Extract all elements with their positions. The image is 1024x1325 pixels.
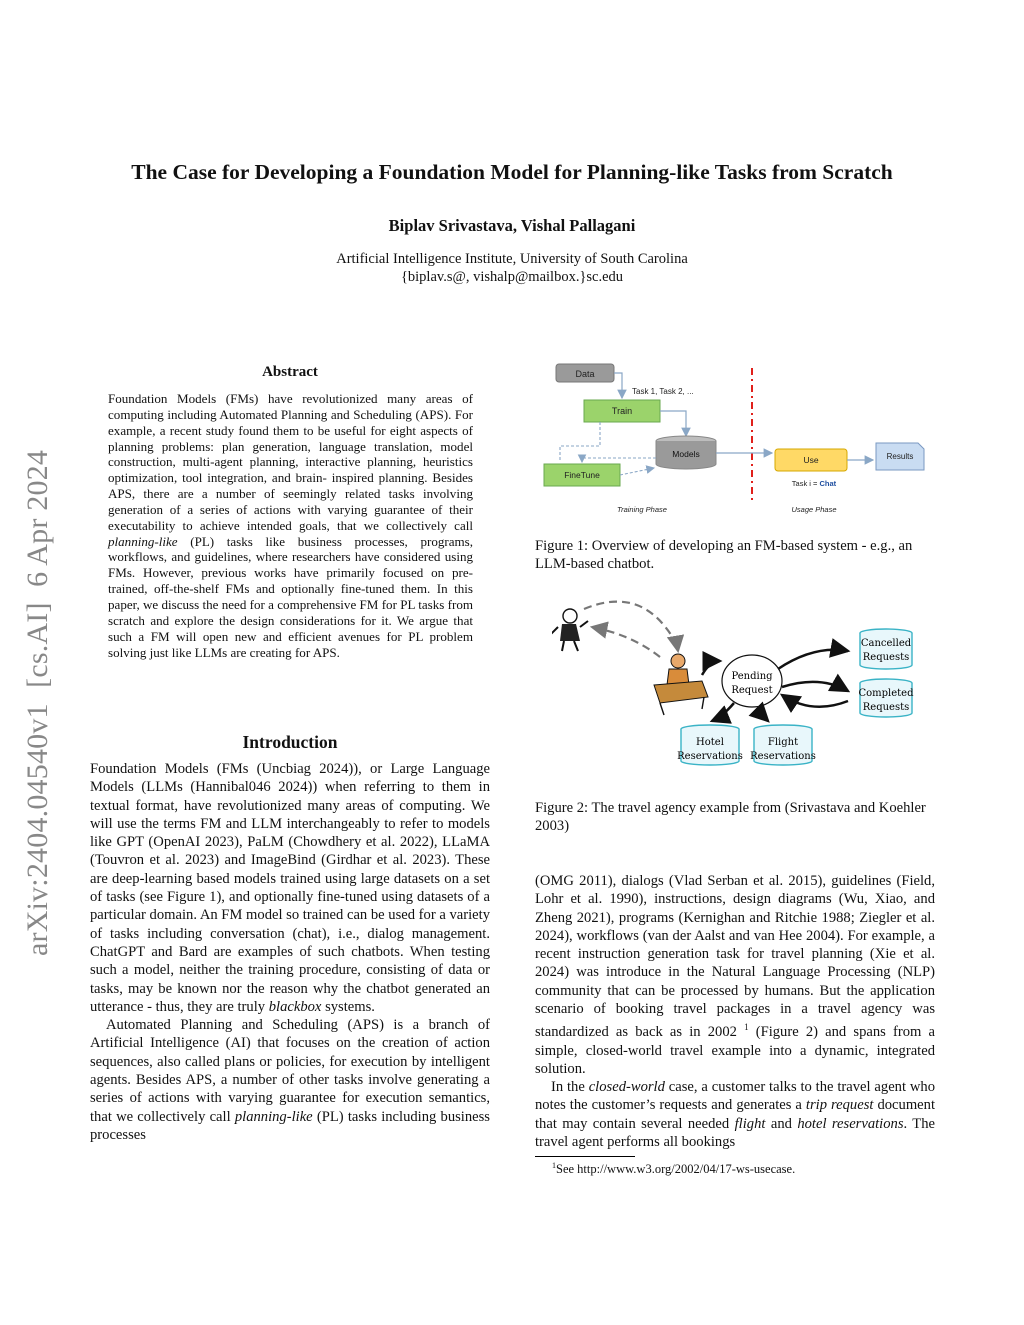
pending-line-2: Request xyxy=(731,685,773,696)
intro-paragraph-1 xyxy=(90,760,490,1016)
right-p2-b: case, a customer talks to the travel agent who notes the customer’s requests and generates a xyxy=(535,1079,936,1114)
use-label: Use xyxy=(803,455,819,465)
right-p2-em2: trip request xyxy=(805,1097,874,1114)
hotel-line-1: Hotel xyxy=(696,737,724,748)
paper-authors: Biplav Srivastava, Vishal Pallagani xyxy=(388,216,636,235)
affiliation: Artificial Intelligence Institute, University of South Carolina xyxy=(336,251,688,267)
introduction-body xyxy=(90,760,490,1144)
agent-to-pending-arrow xyxy=(702,661,720,675)
right-column-body xyxy=(535,872,935,1151)
right-p1-text: (OMG 2011), dialogs (Vlad Serban et al. 2015), guidelines (Field, Lohr et al. 1990), instructions, design diagrams (Wu, Xiao, and Zheng 2021), programs (Kernighan and Ritchie 1988; Ziegler et al. 2024), workflows (van der Aalst and van Hee 2004). For example, a recent instruction generation task for travel planning (Xie et al. 2024) was introduce in the Natural Language Processing (NLP) community that can be processed by humans. But the application scenario of booking travel packages in a travel agency was standardized as back as in 2002 xyxy=(535,873,935,1041)
paper-title: The Case for Developing a Foundation Model for Planning-like Tasks from Scratch xyxy=(131,160,893,184)
pending-line-1: Pending xyxy=(731,671,773,682)
intro-p1-end: systems. xyxy=(325,998,375,1015)
abstract-heading: Abstract xyxy=(262,364,318,380)
travel-agent-figure xyxy=(654,654,708,715)
figure-1-caption: Figure 1: Overview of developing an FM-based system - e.g., an LLM-based chatbot. xyxy=(535,538,913,573)
affiliation-block xyxy=(40,250,984,286)
flight-line-1: Flight xyxy=(767,737,799,748)
author-emails: {biplav.s@, vishalp@mailbox.}sc.edu xyxy=(400,269,624,285)
footnote-text: See http://www.w3.org/2002/04/17-ws-usecase. xyxy=(556,1162,796,1177)
results-label: Results xyxy=(886,452,914,461)
right-paragraph-2 xyxy=(535,1078,935,1151)
intro-p2-text: Automated Planning and Scheduling (APS) is a branch of Artificial Intelligence (AI) that focuses on the creation of action sequences, also called plans or policies, for execution by intelligent agents. Besides APS, a number of other tasks involve generating a series of actions with varying guarantee for execution semantics, that we collectively call xyxy=(90,1017,490,1125)
right-paragraph-1 xyxy=(535,872,935,1078)
models-label: Models xyxy=(672,449,700,459)
footnote-rule xyxy=(535,1156,635,1157)
cancelled-line-1: Cancelled xyxy=(860,638,912,649)
train-label: Train xyxy=(611,406,633,416)
customer-to-agent-dashed xyxy=(584,602,678,651)
right-p2-em1: closed-world xyxy=(588,1079,665,1096)
completed-to-pending-arrow xyxy=(782,695,848,707)
figure-2-diagram xyxy=(552,595,922,770)
hotel-line-2: Reservations xyxy=(677,751,743,762)
completed-line-1: Completed xyxy=(858,688,914,699)
pending-to-cancelled-arrow xyxy=(778,650,848,669)
finetune-label: FineTune xyxy=(564,470,600,480)
cancelled-requests-node xyxy=(860,629,912,669)
cancelled-line-2: Requests xyxy=(862,652,910,663)
pending-to-hotel-arrow xyxy=(712,703,734,721)
intro-p2-end: (PL) tasks including business processes xyxy=(90,1108,490,1143)
train-to-finetune-arrow xyxy=(560,422,600,462)
customer-figure xyxy=(552,609,588,651)
intro-p2-emphasis: planning-like xyxy=(234,1108,313,1125)
pending-to-completed-arrow xyxy=(782,682,848,691)
figure-2-caption: Figure 2: The travel agency example from (Srivastava and Koehler 2003) xyxy=(535,800,926,835)
task-i-label: Task i = Chat xyxy=(791,479,837,488)
right-p2-em3: flight xyxy=(734,1115,766,1132)
training-phase-label: Training Phase xyxy=(617,505,667,514)
abstract-body xyxy=(108,391,473,660)
footnote-marker: 1 xyxy=(744,1022,749,1033)
intro-paragraph-2 xyxy=(90,1016,490,1144)
arxiv-stamp: arXiv:2404.04540v1 [cs.AI] 6 Apr 2024 xyxy=(21,449,54,956)
finetune-to-models-arrow xyxy=(620,468,654,475)
data-to-train-arrow xyxy=(614,373,622,398)
models-to-finetune-arrow xyxy=(582,458,656,462)
abstract-text-1: Foundation Models (FMs) have revolutionized many areas of computing including Automated Planning and Scheduling (APS). For example, a recent study found them to be useful for eight aspects of planning problems: plan generation, language translation, model construction, multi-agent planning, interactive planning, heuristics optimization, tool integration, and brain- inspired planning. Besides APS, there are a number of seemingly related tasks involving generation of a series of actions with varying guarantee of their executability to achieve intended goals, that we collectively call xyxy=(108,391,473,533)
agent-to-customer-dashed xyxy=(592,627,660,657)
right-p1-end: (Figure 2) and spans from a simple, closed-world travel example into a dynamic, integrated solution. xyxy=(535,1024,935,1077)
train-to-models-arrow xyxy=(660,411,686,436)
pending-to-flight-arrow xyxy=(760,707,768,721)
abstract-emphasis: planning-like xyxy=(108,533,178,549)
completed-line-2: Requests xyxy=(862,702,910,713)
tasks-label: Task 1, Task 2, ... xyxy=(632,387,694,396)
intro-p1-emphasis: blackbox xyxy=(268,998,322,1015)
flight-line-2: Reservations xyxy=(750,751,816,762)
usage-phase-label: Usage Phase xyxy=(791,505,837,514)
right-p2-e: . The travel agent performs all bookings xyxy=(535,1115,935,1151)
introduction-heading: Introduction xyxy=(242,732,338,752)
footnote-number: 1 xyxy=(552,1161,556,1170)
right-p2-d: and xyxy=(770,1115,792,1132)
data-label: Data xyxy=(575,369,595,379)
right-p2-a: In the xyxy=(551,1079,585,1096)
figure-1-diagram xyxy=(540,362,932,520)
footnote xyxy=(552,1161,795,1177)
intro-p1-text: Foundation Models (FMs (Uncbiag 2024)), or Large Language Models (LLMs (Hannibal046 2024)) when referring to them in textual format, have revolutionized many areas of computing. We will use the terms FM and LLM interchangeably to refer to models like GPT (OpenAI 2023), PaLM (Chowdhery et al. 2022), LLaMA (Touvron et al. 2023) and ImageBind (Girdhar et al. 2023). These are deep-learning based models trained using large datasets on a set of tasks (see Figure 1), and optionally fine-tuned using datasets of a particular domain. An FM model so trained can be used for a variety of tasks including conversation (chat), i.e., dialog management. ChatGPT and Bard are examples of such chatbots. When testing such a model, neither the training procedure, consisting of data or tasks, may be known nor the reason why the chatbot generated an utterance - thus, they are truly xyxy=(90,761,490,1015)
right-p2-em4: hotel reservations xyxy=(797,1115,904,1132)
abstract-text-2: (PL) tasks like business processes, programs, workflows, and guidelines, where researchers have considered using FMs. However, previous works have primarily focused on pre-trained, off-the-shelf FMs and optionally fine-tuned them. In this paper, we discuss the need for a comprehensive FM for PL tasks from scratch and explore the design considerations for it. We argue that such a FM will open new and efficient avenues for PL problem solving just like LLMs are creating for APS. xyxy=(108,533,473,660)
right-p2-c: document that may contain several needed xyxy=(535,1097,936,1132)
